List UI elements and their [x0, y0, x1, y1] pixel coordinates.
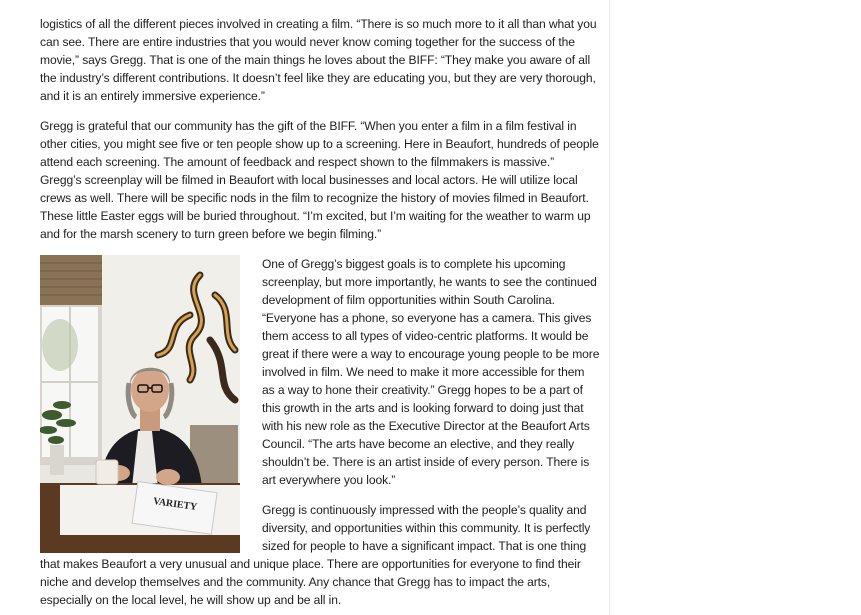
article-body	[40, 15, 600, 609]
article-paragraph: One of Gregg’s biggest goals is to complete his upcoming screenplay, but more importantly, he wants to see the continued development of film opportunities within South Carolina. “Everyone has a phone, so everyone has a camera. This gives them access to all types of video-centric platforms. It would be great if there were a way to encourage young people to be more involved in film. We need to make it more accessible for them as a way to hone their creativity.” Gregg hopes to be a part of this growth in the arts and is looking forward to doing just that with his new role as the Executive Director at the Beaufort Arts Council. “The arts have become an elective, and they really shouldn’t be. There is an artist inside of every person. There is art everywhere you look.”	[262, 257, 600, 487]
article-photo	[40, 255, 240, 553]
article-paragraph: Gregg is grateful that our community has the gift of the BIFF. “When you enter a film in a film festival in other cities, you might see five or ten people show up to a screening. Here in Beaufort, hundreds of people attend each screening. The amount of feedback and respect shown to the filmmakers is massive.”	[40, 119, 599, 169]
article-paragraph: Gregg’s screenplay will be filmed in Beaufort with local businesses and local actors. He will utilize local crews as well. There will be specific nods in the film to recognize the history of movies filmed in Beaufort. These little Easter eggs will be buried throughout. “I’m excited, but I’m waiting for the weather to warm up and for the marsh scenery to turn green before we begin filming.”	[40, 173, 591, 241]
article-paragraph: Gregg is continuously impressed with the people’s quality and diversity, and opportunities within this community. It is perfectly sized for people to have a significant impact. That is one thing that makes Beaufort a very unusual and unique place. There are opportunities for everyone to find their niche and develop themselves and the community. Any chance that Gregg has to impact the arts, especially on the local level, he will show up and be all in.	[40, 503, 591, 607]
article-paragraph: logistics of all the different pieces involved in creating a film. “There is so much more to it all than what you can see. There are entire industries that you would never know coming together for the success of the movie,” says Gregg. That is one of the main things he loves about the BIFF: “They make you aware of all the industry’s different contributions. It doesn’t feel like they are educating you, but they are very thorough, and it is an entirely immersive experience.”	[40, 17, 597, 103]
magazine-cover-text: VARIETY	[152, 495, 198, 514]
portrait-photo	[40, 255, 240, 553]
